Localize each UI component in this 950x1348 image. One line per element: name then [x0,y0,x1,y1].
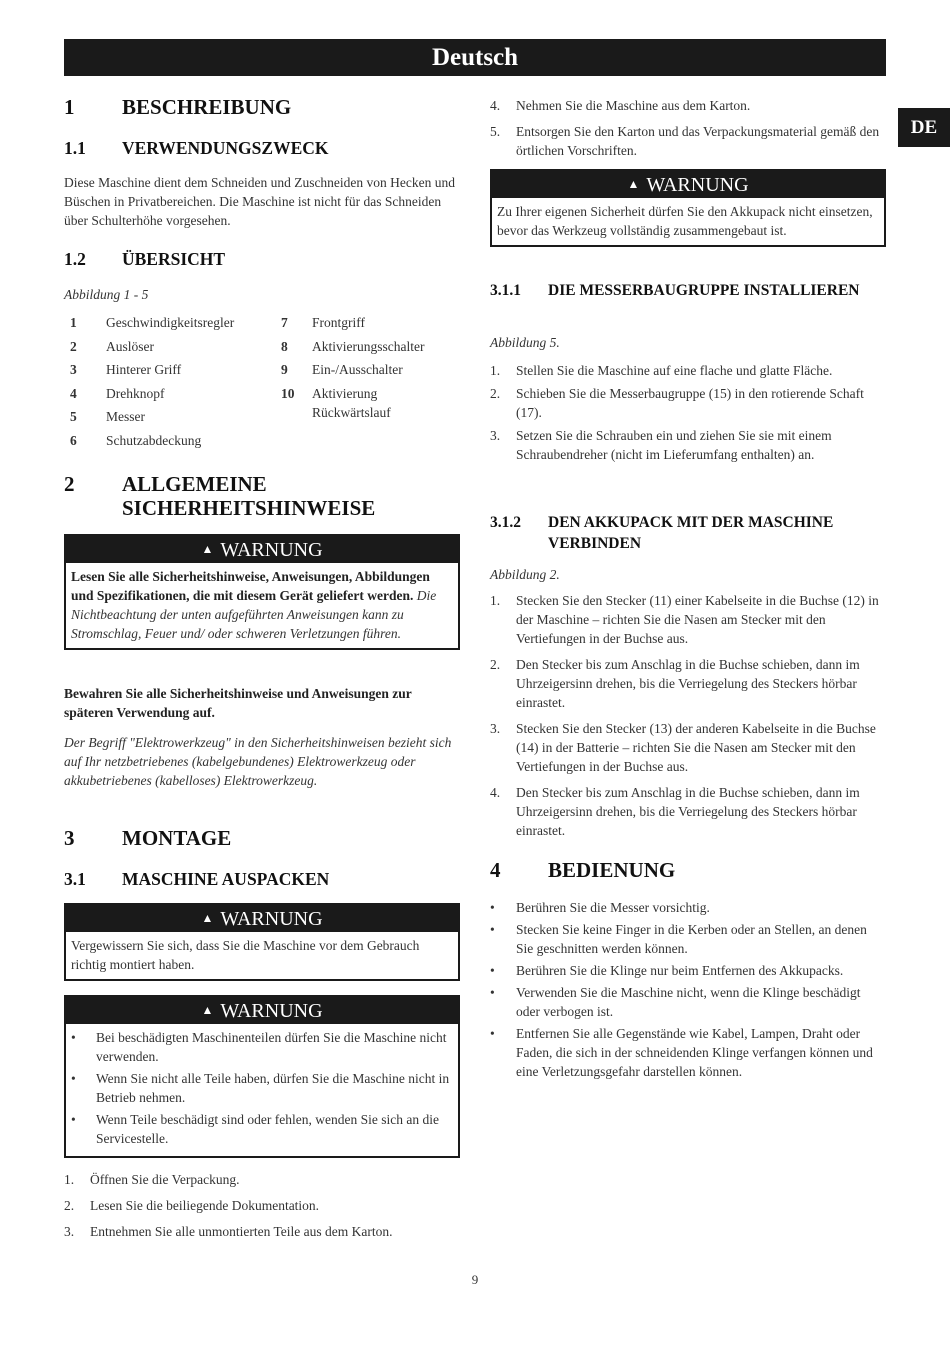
list-item: • Berühren Sie die Messer vorsichtig. [490,900,710,915]
list-item: • Bei beschädigten Maschinenteilen dürfen Sie die Maschine nicht verwenden. [71,1028,453,1066]
unpack-steps-continued [490,96,886,160]
list-item: 1. Stellen Sie die Maschine auf eine flache und glatte Fläche. [490,363,833,378]
list-item: • Verwenden Sie die Maschine nicht, wenn die Klinge beschädigt oder verbogen ist. [490,985,861,1019]
language-tab: DE [898,108,950,147]
figure-reference: Abbildung 1 - 5 [64,287,149,302]
list-item: 5. Entsorgen Sie den Karton und das Verpackungsmaterial gemäß den örtlichen Vorschriften. [490,124,880,158]
operation-bullets [490,898,886,1081]
figure-reference: Abbildung 5. [490,335,560,350]
warning-body [66,1024,458,1156]
intended-use-text: Diese Maschine dient dem Schneiden und Zuschneiden von Hecken und Büschen in Privatbereichen. Die Maschine ist nicht für das Schneiden über Schulterhöhe vorgesehen. [64,175,456,228]
parts-list: 1 Geschwindigkeitsregler 2 Auslöser 3 Hinterer Griff 4 Drehknopf 5 Messer 6 Schutzabdeckung 7 Frontgriff 8 Aktivierungsschalter 9 Ein-/Ausschalter 10 Aktivierung Rückwärtslauf [70,315,425,448]
warning-triangle-icon: ▲ [201,911,214,925]
warning-box-battery [490,169,886,247]
warning-box-damaged-parts [64,995,460,1158]
list-item: 1. Öffnen Sie die Verpackung. [64,1172,240,1187]
warning-triangle-icon: ▲ [627,177,640,191]
blade-install-steps [490,361,886,464]
warning-header: ▲ WARNUNG [66,905,458,932]
list-item: • Entfernen Sie alle Gegenstände wie Kabel, Lampen, Draht oder Faden, die sich in der schneidenden Klinge verfangen können und eine Verletzungsgefahr darstellen können. [490,1026,873,1079]
warning-header: ▲ WARNUNG [66,536,458,563]
list-item: 4. Nehmen Sie die Maschine aus dem Karton. [490,98,751,113]
list-item: 2. Lesen Sie die beiliegende Dokumentation. [64,1198,320,1213]
page-header-title: Deutsch [64,39,886,76]
unpack-steps [64,1170,460,1241]
figure-reference: Abbildung 2. [490,567,560,582]
keep-instructions-text: Bewahren Sie alle Sicherheitshinweise und Anweisungen zur späteren Verwendung auf. [64,686,412,720]
warning-header: ▲ WARNUNG [492,171,884,198]
section-2-heading: 2 ALLGEMEINE SICHERHEITSHINWEISE [64,472,376,520]
list-item: • Stecken Sie keine Finger in die Kerben oder an Stellen, an denen Sie geschnitten werden können. [490,922,867,956]
list-item: 2. Den Stecker bis zum Anschlag in die Buchse schieben, dann im Uhrzeigersinn drehen, bis die Verriegelung des Steckers hörbar einrastet. [490,657,860,710]
list-item: 3. Setzen Sie die Schrauben ein und ziehen Sie sie mit einem Schraubendreher (nicht im Lieferumfang enthalten) an. [490,428,832,462]
warning-box-general [64,534,460,650]
warning-box-assembly [64,903,460,981]
list-item: 2. Schieben Sie die Messerbaugruppe (15) in den rotierende Schaft (17). [490,386,864,420]
warning-triangle-icon: ▲ [201,542,214,556]
warning-body: Lesen Sie alle Sicherheitshinweise, Anweisungen, Abbildungen und Spezifikationen, die mit diesem Gerät geliefert werden. Die Nichtbeachtung der unten aufgeführten Anweisungen kann zu Stromschlag, Feuer und/ oder schweren Verletzungen führen. [71,569,437,641]
battery-connect-steps [490,591,886,840]
list-item: 4. Den Stecker bis zum Anschlag in die Buchse schieben, dann im Uhrzeigersinn drehen, bis die Verriegelung des Steckers hörbar einrastet. [490,785,860,838]
warning-body: Zu Ihrer eigenen Sicherheit dürfen Sie den Akkupack nicht einsetzen, bevor das Werkzeug vollständig zusammengebaut ist. [497,204,873,238]
power-tool-term-text: Der Begriff "Elektrowerkzeug" in den Sicherheitshinweisen bezieht sich auf Ihr netzbetriebenes (kabelgebundenes) Elektrowerkzeug oder akkubetriebenes (kabelloses) Elektrowerkzeug. [64,735,452,788]
page-number: 9 [471,1272,479,1287]
warning-triangle-icon: ▲ [201,1003,214,1017]
list-item: 3. Stecken Sie den Stecker (13) der anderen Kabelseite in die Buchse (14) in der Batterie – richten Sie die Nasen am Stecker mit den Vertiefungen in der Buchse aus. [490,721,876,774]
list-item: • Berühren Sie die Klinge nur beim Entfernen des Akkupacks. [490,963,844,978]
list-item: 3. Entnehmen Sie alle unmontierten Teile aus dem Karton. [64,1224,393,1239]
warning-body: Vergewissern Sie sich, dass Sie die Maschine vor dem Gebrauch richtig montiert haben. [71,938,420,972]
section-3-1-1-heading: 3.1.1 DIE MESSERBAUGRUPPE INSTALLIEREN [490,282,860,299]
list-item: • Wenn Sie nicht alle Teile haben, dürfen Sie die Maschine nicht in Betrieb nehmen. [71,1069,453,1107]
list-item: • Wenn Teile beschädigt sind oder fehlen, wenden Sie sich an die Servicestelle. [71,1110,453,1148]
list-item: 1. Stecken Sie den Stecker (11) einer Kabelseite in die Buchse (12) in der Maschine – richten Sie die Nasen am Stecker mit den Vertiefungen in der Buchse aus. [490,593,879,646]
section-3-1-2-heading: 3.1.2 DEN AKKUPACK MIT DER MASCHINE VERBINDEN [490,514,834,552]
warning-header: ▲ WARNUNG [66,997,458,1024]
